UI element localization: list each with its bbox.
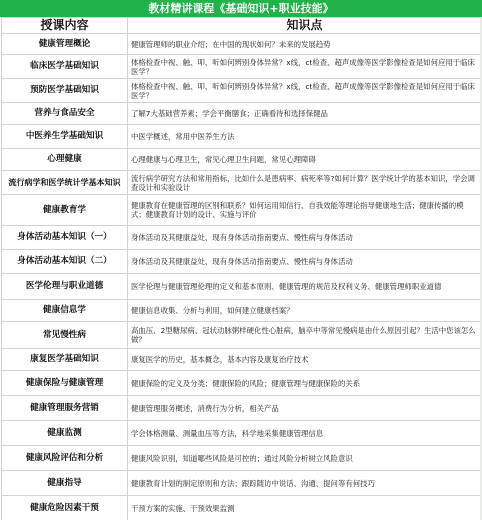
row-topic: 中医养生学基础知识 — [2, 125, 128, 149]
table-row — [2, 349, 482, 371]
row-points: 健康管理师的职业介绍；在中国的现状如何？未来的发展趋势 — [128, 34, 482, 55]
row-topic: 预防医学基础知识 — [2, 79, 128, 103]
row-topic: 医学伦理与职业道德 — [2, 274, 128, 300]
row-topic: 健康指导 — [2, 471, 128, 496]
table-row — [2, 34, 482, 55]
table-row — [2, 79, 482, 103]
row-points: 中医学概述，常用中医养生方法 — [128, 125, 482, 149]
row-topic: 健康危险因素干预 — [2, 496, 128, 520]
table-row — [2, 496, 482, 520]
row-points: 身体活动及其健康益处、现有身体活动指南要点、慢性病与身体活动 — [128, 226, 482, 250]
row-points: 体格检查中视、触、叩、听如何辨别身体异常？x线，ct检查、超声成像等医学影像检查是如何应用于临床医学？ — [128, 55, 482, 79]
table-row — [2, 446, 482, 471]
row-points: 医学伦理与健康管理伦理的定义和基本原则、健康管理的规范及权利义务、健康管理师职业道德 — [128, 274, 482, 300]
table-row — [2, 371, 482, 396]
header-row — [2, 18, 482, 34]
row-points: 健康教育在健康管理的区别和联系？如何运用知信行、自我效能等理论指导健康地生活；健康传播的模式；健康教育计划的设计、实施与评价 — [128, 195, 482, 226]
table-row — [2, 55, 482, 79]
table-row — [2, 274, 482, 300]
row-points: 健康管理服务概述，消费行为分析，相关产品 — [128, 396, 482, 421]
row-topic: 健康管理服务营销 — [2, 396, 128, 421]
row-topic: 健康信息学 — [2, 300, 128, 322]
row-topic: 健康风险评估和分析 — [2, 446, 128, 471]
table-row — [2, 250, 482, 274]
row-topic: 健康管理概论 — [2, 34, 128, 55]
table-row — [2, 396, 482, 421]
table-row — [2, 195, 482, 226]
row-topic: 身体活动基本知识（二） — [2, 250, 128, 274]
row-points: 身体活动及其健康益处、现有身体活动指南要点、慢性病与身体活动 — [128, 250, 482, 274]
row-points: 体格检查中视、触、叩、听如何辨别身体异常？x线，ct检查、超声成像等医学影像检查是如何应用于临床医学？ — [128, 79, 482, 103]
row-points: 干预方案的实施、干预效果监测 — [128, 496, 482, 520]
row-points: 心理健康与心理卫生，常见心理卫生问题，常见心理障碍 — [128, 149, 482, 171]
column-header-topic: 授课内容 — [2, 18, 128, 34]
table-row — [2, 322, 482, 349]
course-table — [1, 17, 482, 520]
row-points: 康复医学的历史，基本概念，基本内容及康复治疗技术 — [128, 349, 482, 371]
row-topic: 临床医学基础知识 — [2, 55, 128, 79]
row-points: 学会体格测量、测量血压等方法，科学地采集健康管理信息 — [128, 421, 482, 446]
table-row — [2, 300, 482, 322]
table-row — [2, 103, 482, 125]
row-points: 健康教育计划的制定原则和方法；跟踪随访中说话、沟通、提问等有何技巧 — [128, 471, 482, 496]
row-points: 高血压、2型糖尿病、冠状动脉粥样硬化性心脏病，脑卒中等常见慢病是由什么原因引起？生活中您该怎么做？ — [128, 322, 482, 349]
row-topic: 营养与食品安全 — [2, 103, 128, 125]
row-topic: 康复医学基础知识 — [2, 349, 128, 371]
row-points: 了解7大基础营养素；学会平衡膳食；正确看待和选择保健品 — [128, 103, 482, 125]
table-row — [2, 226, 482, 250]
course-banner: 教材精讲课程《基础知识+职业技能》 — [0, 0, 482, 17]
row-points: 健康风险识别，知道哪些风险是可控的；通过风险分析树立风险意识 — [128, 446, 482, 471]
table-row — [2, 171, 482, 195]
row-topic: 常见慢性病 — [2, 322, 128, 349]
row-topic: 健康教育学 — [2, 195, 128, 226]
row-points: 健康保险的定义及分类；健康保险的风险；健康管理与健康保险的关系 — [128, 371, 482, 396]
row-topic: 健康保险与健康管理 — [2, 371, 128, 396]
table-row — [2, 421, 482, 446]
row-points: 流行病学研究方法和常用指标，比如什么是患病率、病死率等?如何计算？医学统计学的基本知识，学会调查设计和实验设计 — [128, 171, 482, 195]
row-points: 健康信息收集、分析与利用，如何建立健康档案？ — [128, 300, 482, 322]
table-row — [2, 471, 482, 496]
row-topic: 流行病学和医学统计学基本知识 — [2, 171, 128, 195]
column-header-points: 知识点 — [128, 18, 482, 34]
row-topic: 身体活动基本知识（一） — [2, 226, 128, 250]
table-row — [2, 125, 482, 149]
table-row — [2, 149, 482, 171]
row-topic: 健康监测 — [2, 421, 128, 446]
row-topic: 心理健康 — [2, 149, 128, 171]
